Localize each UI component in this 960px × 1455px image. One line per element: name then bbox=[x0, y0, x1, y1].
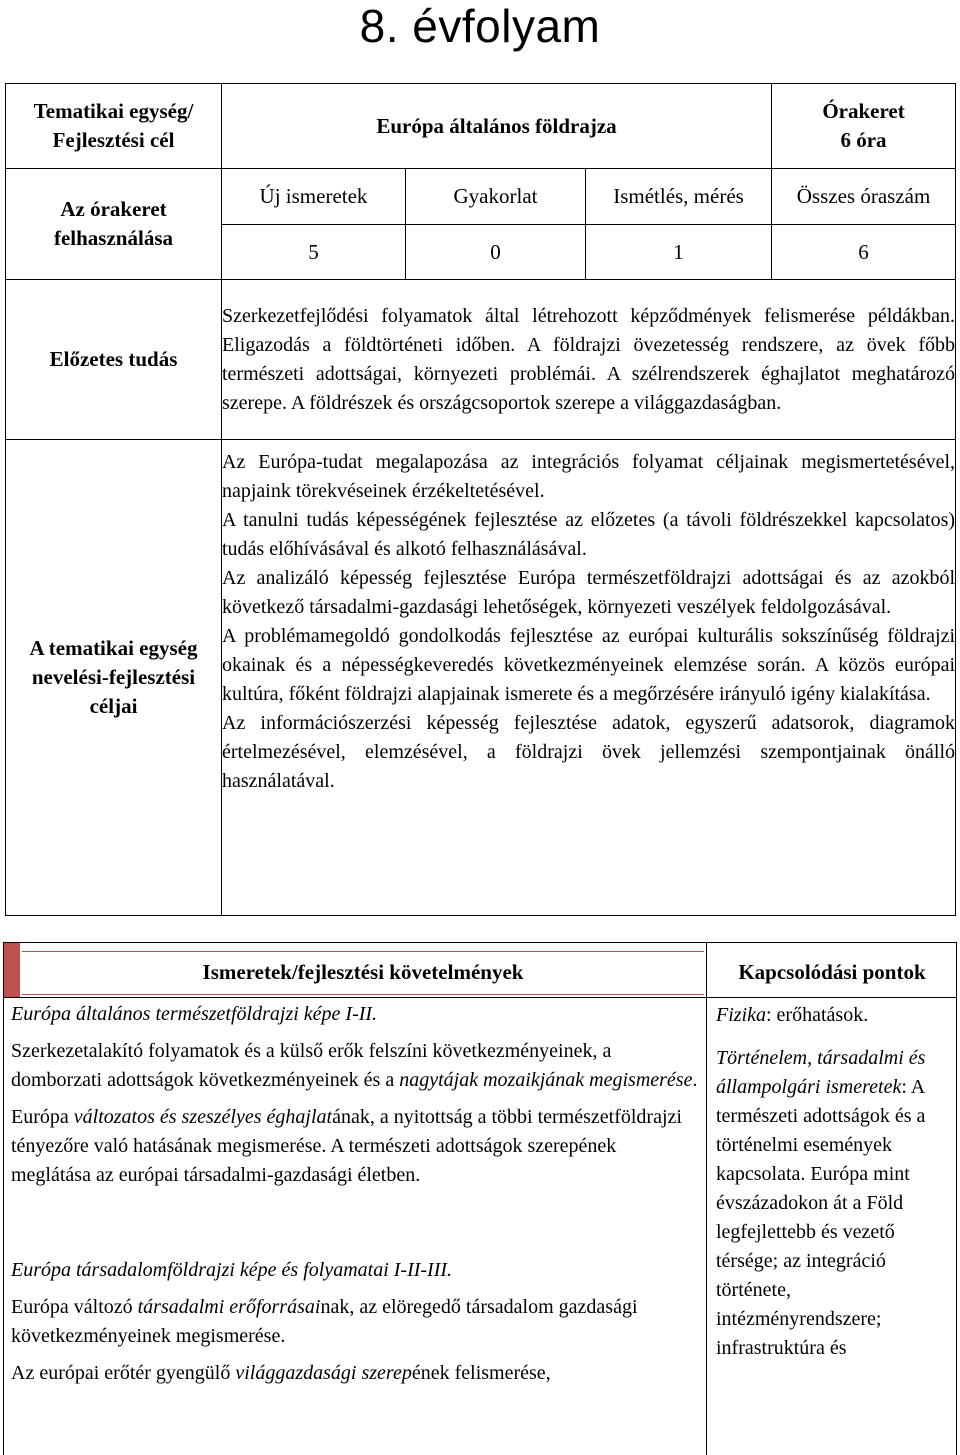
usage-col-total: Összes óraszám bbox=[772, 169, 956, 225]
usage-col-practice: Gyakorlat bbox=[406, 169, 586, 225]
requirements-column bbox=[4, 943, 706, 1455]
requirement-paragraph: Az európai erőtér gyengülő világgazdasági szerepének felismerése, bbox=[11, 1362, 551, 1384]
unit-title-cell bbox=[222, 84, 772, 169]
usage-value-practice: 0 bbox=[406, 225, 586, 280]
goal-paragraph: Az információszerzési képesség fejlesztése adatok, egyszerű adatsorok, diagramok értelmezésével, elemzésével, a földrajzi övek jellemzési szempontjainak önálló használatával. bbox=[222, 712, 956, 792]
goals-cell bbox=[222, 440, 956, 916]
connections-body bbox=[716, 1001, 952, 1363]
hours-cell bbox=[772, 84, 956, 169]
hours-label: Órakeret bbox=[822, 99, 905, 123]
unit-meta-table bbox=[5, 83, 956, 916]
goals-label-cell bbox=[6, 440, 222, 916]
goal-paragraph: Az analizáló képesség fejlesztése Európa természetföldrajzi adottságai és az azokból következő társadalmi-gazdasági lehetőségek, környezeti veszélyek feldolgozásával. bbox=[222, 567, 956, 618]
usage-col-review: Ismétlés, mérés bbox=[586, 169, 772, 225]
unit-label-cell bbox=[6, 84, 222, 169]
requirements-header-label: Ismeretek/fejlesztési követelmények bbox=[202, 960, 524, 984]
hours-value: 6 óra bbox=[840, 128, 887, 152]
header-accent-bar bbox=[4, 943, 20, 997]
section-title: Európa általános természetföldrajzi képe I-II. bbox=[11, 1003, 378, 1025]
goal-paragraph: Az Európa-tudat megalapozása az integrációs folyamat céljainak megismertetésével, napjaink törekvéseinek érzékeltetésével. bbox=[222, 451, 956, 502]
prior-knowledge-label-cell bbox=[6, 280, 222, 440]
requirements-header bbox=[4, 943, 706, 998]
requirement-paragraph: Európa változó társadalmi erőforrásainak, az elöregedő társadalom gazdasági következményeinek megismerése. bbox=[11, 1296, 638, 1347]
usage-value-review: 1 bbox=[586, 225, 772, 280]
usage-value-new: 5 bbox=[222, 225, 406, 280]
requirements-table bbox=[3, 942, 957, 1455]
usage-col-new: Új ismeretek bbox=[222, 169, 406, 225]
connection-item: Történelem, társadalmi és állampolgári ismeretek: A természeti adottságok és a történelmi események kapcsolata. Európa mint évszázadokon át a Föld legfejlettebb és vezető térsége; az integráció története, intézményrendszere; infrastruktúra és bbox=[716, 1047, 926, 1359]
prior-knowledge-cell bbox=[222, 280, 956, 440]
requirement-paragraph: Európa változatos és szeszélyes éghajlatának, a nyitottság a többi természetföldrajzi tényezőre való hatásának megismerése. A természeti adottságok szerepének meglátása az európai társadalmi-gazdasági életben. bbox=[11, 1106, 682, 1186]
goal-paragraph: A problémamegoldó gondolkodás fejlesztése az európai kulturális sokszínűség földrajzi okainak és a népességkeveredés következményeinek elemzése során. A közös európai kultúra, főként földrajzi alapjainak ismerete és a megőrzésére irányuló igény kialakítása. bbox=[222, 625, 956, 705]
connections-column bbox=[706, 943, 957, 1455]
connection-item: Fizika: erőhatások. bbox=[716, 1004, 869, 1026]
page-title: 8. évfolyam bbox=[359, 0, 601, 52]
usage-label: Az órakeret felhasználása bbox=[53, 197, 173, 250]
goal-paragraph: A tanulni tudás képességének fejlesztése az előzetes (a távoli földrészekkel kapcsolatos) tudás előhívásával és alkotó felhasználásával. bbox=[222, 509, 956, 560]
usage-label-cell bbox=[6, 169, 222, 280]
requirement-paragraph: Szerkezetalakító folyamatok és a külső erők felszíni következményeinek, a domborzati adottságok következményeinek és a nagytájak mozaikjának megismerése. bbox=[11, 1040, 698, 1091]
unit-label: Tematikai egység/ Fejlesztési cél bbox=[33, 99, 194, 152]
usage-value-total: 6 bbox=[772, 225, 956, 280]
prior-knowledge-label: Előzetes tudás bbox=[49, 347, 178, 371]
prior-knowledge-text: Szerkezetfejlődési folyamatok által létrehozott képződmények felismerése példákban. Eligazodás a földtörténeti időben. A földrajzi övezetesség rendszere, az övek főbb természeti adottságai, környezeti problémái. A szélrendszerek éghajlatot meghatározó szerepe. A földrészek és országcsoportok szerepe a világgazdaságban. bbox=[222, 304, 956, 414]
unit-title: Európa általános földrajza bbox=[376, 113, 617, 138]
connections-header-label: Kapcsolódási pontok bbox=[707, 943, 957, 998]
requirements-body bbox=[11, 1000, 701, 1388]
section-title: Európa társadalomföldrajzi képe és folyamatai I-II-III. bbox=[11, 1259, 453, 1281]
goals-label: A tematikai egység nevelési-fejlesztési céljai bbox=[29, 636, 198, 718]
